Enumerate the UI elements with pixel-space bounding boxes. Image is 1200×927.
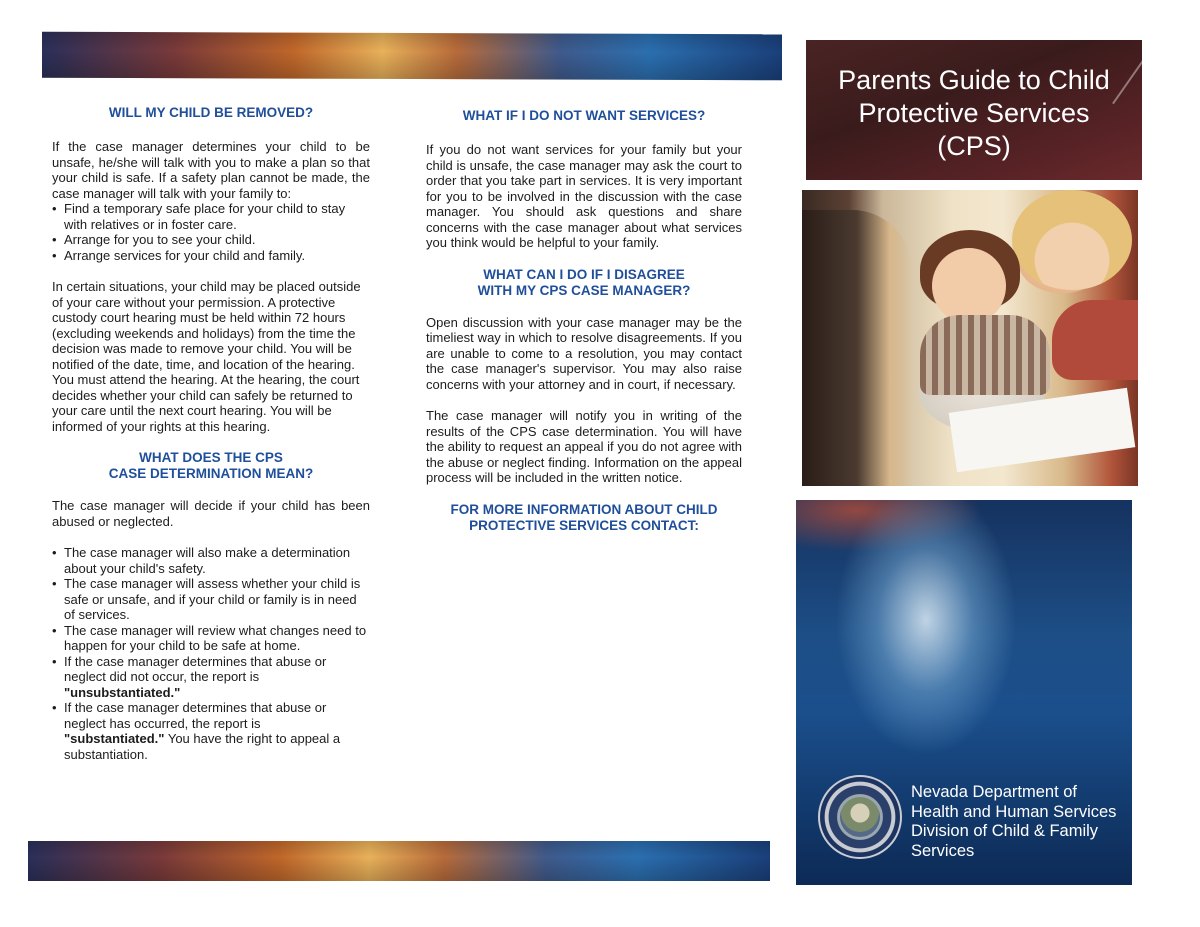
- heading-do-not-want-services: WHAT IF I DO NOT WANT SERVICES?: [462, 108, 706, 123]
- list-item: • The case manager will assess whether your child is safe or unsafe, and if your child or family is in need of services.: [52, 576, 370, 623]
- substantiated-term: "substantiated.": [64, 731, 165, 746]
- heading-line: WHAT CAN I DO IF I DISAGREE: [483, 266, 685, 282]
- paragraph-disagree: Open discussion with your case manager may be the timeliest way in which to resolve disagreements. If you are unable to come to a resolution, you may contact the case manager's supervisor. You may also raise concerns with your attorney and in court, if necessary.: [426, 314, 742, 392]
- list-item: • Find a temporary safe place for your child to stay with relatives or in foster care.: [52, 201, 370, 232]
- heading-line: PROTECTIVE SERVICES CONTACT:: [469, 517, 699, 533]
- heading-line: WHAT DOES THE CPS: [139, 450, 283, 465]
- cover-title-box: [806, 40, 1142, 180]
- cover-title-line: Protective Services: [858, 98, 1090, 128]
- list-item: • Arrange for you to see your child.: [52, 232, 370, 248]
- paragraph-protective-custody: In certain situations, your child may be placed outside of your care without your permission. A protective custody court hearing must be held within 72 hours (excluding weekends and holidays) from the time the decision was made to remove your child. You will be notified of the date, time, and location of the hearing. You must attend the hearing. At the hearing, the court decides whether your child can safely be returned to your care until the next court hearing. You will be informed of your rights at this hearing.: [52, 279, 361, 434]
- list-item: • Arrange services for your child and family.: [52, 248, 370, 264]
- heading-will-child-be-removed: WILL MY CHILD BE REMOVED?: [108, 105, 314, 120]
- heading-line: FOR MORE INFORMATION ABOUT CHILD: [450, 501, 718, 517]
- paragraph-determination: The case manager will decide if your child has been abused or neglected.: [52, 498, 370, 529]
- removal-bullet-list: [52, 201, 370, 263]
- paragraph-no-services: If you do not want services for your family but your child is unsafe, the case manager may ask the court to order that you take part in services. It is very important for you to be involved in the discussion with the case manager. You should ask questions and share concerns with the case manager about what services you think would be helpful to your family.: [426, 142, 742, 250]
- photo-child-shirt: [920, 315, 1050, 395]
- bottom-decorative-banner: [28, 841, 770, 881]
- paragraph-removal-intro: If the case manager determines your child to be unsafe, he/she will talk with you to make a plan so that your child is safe. If a safety plan cannot be made, the case manager will talk with your family to:: [52, 139, 370, 201]
- list-item: • The case manager will review what changes need to happen for your child to be safe at home.: [52, 623, 370, 654]
- list-item: [52, 700, 370, 762]
- photo-mother-head: [1012, 190, 1132, 290]
- department-line: Nevada Department of: [911, 783, 1078, 801]
- cover-title-line: Parents Guide to Child: [838, 65, 1110, 95]
- top-decorative-banner: [42, 32, 782, 81]
- photo-mother-shirt: [1052, 300, 1138, 380]
- photo-paper: [949, 388, 1136, 472]
- department-name: [911, 783, 1126, 861]
- department-line: Division of Child & Family: [911, 822, 1099, 840]
- list-item-text: If the case manager determines that abuse or neglect has occurred, the report is: [64, 700, 327, 731]
- department-line: Services: [911, 841, 975, 860]
- heading-contact: [426, 502, 742, 534]
- heading-line: CASE DETERMINATION MEAN?: [108, 466, 314, 481]
- list-item-text: If the case manager determines that abuse or neglect did not occur, the report is: [64, 653, 327, 684]
- list-item: • The case manager will also make a determination about your child's safety.: [52, 545, 370, 576]
- seal-emblem: [840, 797, 880, 837]
- unsubstantiated-term: "unsubstantiated.": [64, 684, 181, 700]
- department-line: Health and Human Services: [911, 802, 1117, 821]
- heading-case-determination: [52, 450, 370, 482]
- list-item: [52, 654, 370, 701]
- photo-child-face: [932, 248, 1006, 324]
- heading-line: WITH MY CPS CASE MANAGER?: [477, 282, 691, 298]
- photo-parent-figure: [802, 210, 912, 486]
- middle-column: [426, 108, 742, 534]
- left-column: [52, 105, 370, 762]
- list-item-text: You have the right to appeal a substantiation.: [64, 731, 341, 762]
- cover-title: [806, 40, 1142, 163]
- nevada-state-seal-logo: [818, 775, 902, 859]
- paragraph-notify: The case manager will notify you in writing of the results of the CPS case determination. You will have the ability to request an appeal if you do not agree with the abuse or neglect finding. Information on the appeal process will be included in the written notice.: [426, 408, 742, 485]
- department-panel: [796, 500, 1132, 885]
- heading-disagree: [426, 267, 742, 299]
- cover-title-line: (CPS): [937, 131, 1011, 161]
- family-photo: [802, 190, 1138, 486]
- determination-bullet-list: [52, 545, 370, 762]
